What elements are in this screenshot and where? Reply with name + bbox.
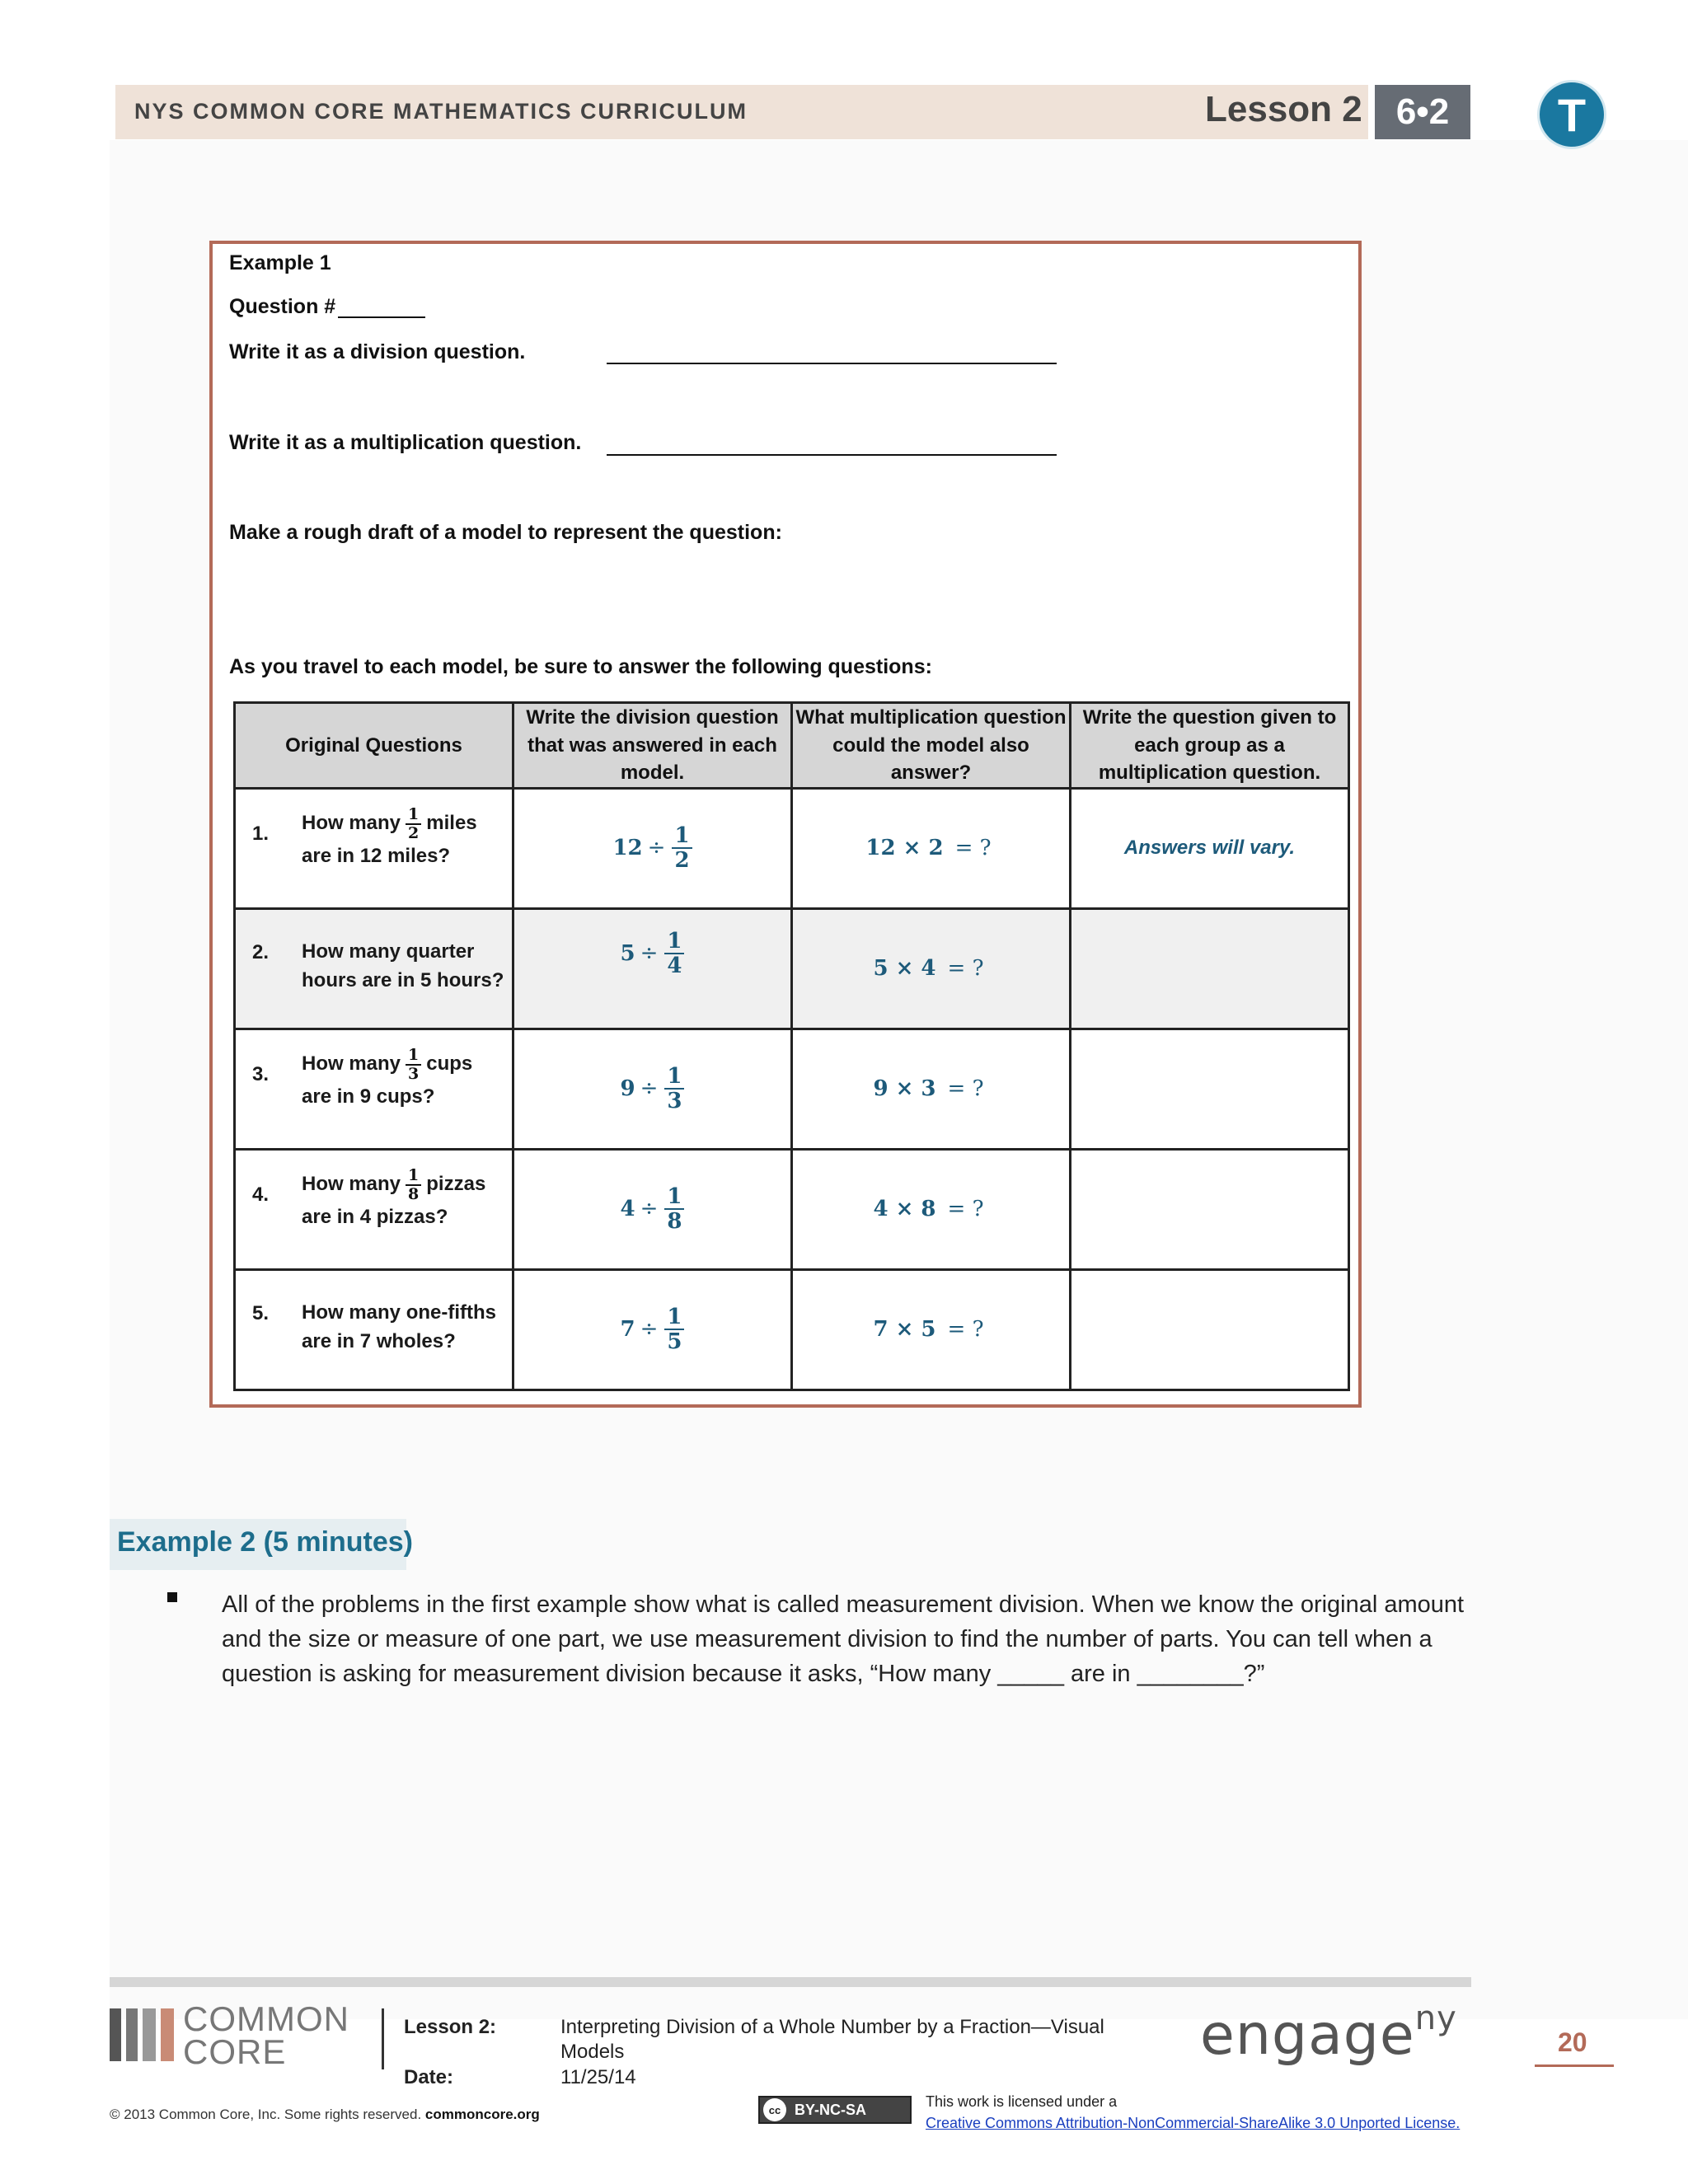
- header-group-question: Write the question given to each group as a multiplication question.: [1071, 703, 1349, 789]
- question-fraction: [406, 1047, 421, 1083]
- footer-lesson-label: Lesson 2:: [404, 2016, 497, 2038]
- curriculum-title: NYS COMMON CORE MATHEMATICS CURRICULUM: [134, 99, 748, 124]
- divisor-fraction: [672, 824, 692, 873]
- creative-commons-icon: cc: [763, 2098, 786, 2121]
- question-number: 1.: [252, 822, 270, 845]
- division-prompt: Write it as a division question.: [229, 340, 526, 363]
- question-text-line2: are in 9 cups?: [302, 1085, 435, 1108]
- question-text-pre: How many: [302, 812, 401, 835]
- question-text-post: pizzas: [426, 1173, 486, 1196]
- copyright-text: © 2013 Common Core, Inc. Some rights reserved.: [110, 2107, 422, 2122]
- footer-divider: [382, 2008, 384, 2069]
- question-fraction: [406, 1167, 421, 1203]
- original-question-cell: [235, 1269, 513, 1390]
- divisor-fraction: [664, 1065, 684, 1113]
- group-question-cell[interactable]: [1071, 1029, 1349, 1149]
- question-text-line1: How many one-fifths: [302, 1301, 497, 1324]
- question-text: [302, 806, 477, 871]
- common-core-name: [183, 1999, 349, 2071]
- answer-note: Answers will vary.: [1123, 837, 1296, 860]
- divide-symbol: ÷: [640, 941, 659, 967]
- question-number-label: Question #: [229, 295, 336, 318]
- example-1-title: Example 1: [229, 251, 331, 274]
- footer-lesson-title-line2: Models: [560, 2041, 625, 2063]
- multiplication-expression: [873, 956, 988, 981]
- divide-symbol: ÷: [640, 1317, 659, 1343]
- division-expression: [621, 930, 685, 978]
- division-answer-blank[interactable]: [607, 363, 1057, 364]
- multiplication-prompt: Write it as a multiplication question.: [229, 431, 582, 454]
- square-bullet-icon: [167, 1592, 177, 1602]
- fraction-numerator: 1: [406, 806, 421, 825]
- travel-prompt: As you travel to each model, be sure to answer the following questions:: [229, 655, 932, 678]
- table-row: [235, 1269, 1349, 1390]
- divide-symbol: ÷: [640, 1197, 659, 1222]
- engage-text: engage: [1200, 2003, 1415, 2068]
- question-text-line2: hours are in 5 hours?: [302, 968, 504, 991]
- multiplication-answer-blank[interactable]: [607, 454, 1057, 456]
- footer-date: 11/25/14: [560, 2066, 636, 2088]
- logo-text-common: COMMON: [183, 1999, 349, 2038]
- group-question-cell[interactable]: [1071, 908, 1349, 1029]
- lesson-label: Lesson 2: [1205, 89, 1362, 129]
- multiplication-expression: [873, 1317, 988, 1342]
- multiplication-product: 12 × 2: [865, 836, 944, 861]
- teacher-icon: T: [1540, 82, 1604, 147]
- fraction-numerator: 1: [406, 1167, 421, 1186]
- division-expression: [612, 824, 692, 873]
- question-text: [302, 1047, 472, 1112]
- question-text: [302, 1167, 485, 1232]
- cc-badge-text: BY-NC-SA: [795, 2101, 867, 2118]
- question-text-line2: are in 7 wholes?: [302, 1329, 456, 1352]
- creative-commons-badge: [758, 2096, 912, 2124]
- question-text-post: cups: [426, 1052, 473, 1076]
- questions-table: [233, 701, 1350, 1391]
- fraction-denominator: 5: [667, 1329, 682, 1355]
- original-question-cell: [235, 788, 513, 908]
- fraction-denominator: 2: [408, 823, 420, 842]
- example-2-title: Example 2 (5 minutes): [117, 1526, 414, 1558]
- division-cell: [513, 788, 792, 908]
- question-text: [302, 1299, 496, 1357]
- header-original-questions: Original Questions: [235, 703, 513, 789]
- multiplication-equals: = ?: [947, 1076, 984, 1102]
- question-text-line2: are in 4 pizzas?: [302, 1205, 448, 1228]
- division-cell: [513, 1029, 792, 1149]
- dividend: 9: [620, 1076, 635, 1102]
- footer-date-label: Date:: [404, 2066, 454, 2088]
- multiplication-expression: [865, 836, 996, 860]
- question-text: [302, 938, 504, 996]
- question-number-blank[interactable]: [338, 316, 425, 318]
- multiplication-product: 9 × 3: [873, 1076, 936, 1102]
- multiplication-equals: = ?: [947, 956, 984, 982]
- license-text: This work is licensed under a: [926, 2093, 1118, 2110]
- original-question-cell: [235, 908, 513, 1029]
- fraction-numerator: 1: [664, 1305, 684, 1331]
- division-expression: [621, 1305, 685, 1354]
- fraction-numerator: 1: [664, 1065, 684, 1090]
- engage-ny-text: ny: [1414, 1999, 1457, 2038]
- fraction-denominator: 3: [667, 1089, 682, 1114]
- multiplication-equals: = ?: [954, 836, 992, 861]
- group-question-cell[interactable]: [1071, 1149, 1349, 1269]
- multiplication-cell: [792, 1149, 1071, 1269]
- multiplication-product: 7 × 5: [873, 1317, 936, 1343]
- question-text-line2: are in 12 miles?: [302, 844, 451, 867]
- question-number: 2.: [252, 940, 270, 963]
- license-link[interactable]: Creative Commons Attribution-NonCommercial-ShareAlike 3.0 Unported License.: [926, 2115, 1461, 2131]
- copyright-notice: [110, 2107, 540, 2123]
- question-number: 4.: [252, 1183, 270, 1206]
- multiplication-equals: = ?: [947, 1197, 984, 1222]
- fraction-denominator: 8: [667, 1209, 682, 1235]
- division-expression: [621, 1065, 685, 1113]
- fraction-numerator: 1: [672, 824, 692, 850]
- header-multiplication-question: What multiplication question could the model also answer?: [792, 703, 1071, 789]
- divide-symbol: ÷: [647, 836, 666, 861]
- table-row: [235, 1149, 1349, 1269]
- module-badge: 6•2: [1375, 85, 1470, 139]
- divisor-fraction: [664, 1305, 684, 1354]
- fraction-numerator: 1: [664, 930, 684, 955]
- dividend: 12: [612, 836, 643, 861]
- question-fraction: [406, 806, 421, 842]
- divisor-fraction: [664, 1185, 684, 1234]
- multiplication-equals: = ?: [947, 1317, 984, 1343]
- common-core-logo: [110, 2008, 176, 2061]
- table-row: [235, 908, 1349, 1029]
- question-text-post: miles: [426, 812, 477, 835]
- division-cell: [513, 1149, 792, 1269]
- header-division-question: Write the division question that was answered in each model.: [513, 703, 792, 789]
- dividend: 4: [620, 1197, 635, 1222]
- question-number: 5.: [252, 1301, 270, 1324]
- divide-symbol: ÷: [640, 1076, 659, 1102]
- footer-rule: [110, 1977, 1471, 1987]
- original-question-cell: [235, 1149, 513, 1269]
- fraction-denominator: 3: [408, 1064, 420, 1083]
- division-expression: [621, 1185, 685, 1234]
- page-number: 20: [1558, 2027, 1587, 2057]
- group-question-cell[interactable]: [1071, 788, 1349, 908]
- multiplication-expression: [873, 1076, 988, 1101]
- copyright-site: commoncore.org: [424, 2107, 540, 2122]
- model-prompt: Make a rough draft of a model to represent the question:: [229, 521, 782, 544]
- fraction-numerator: 1: [406, 1047, 421, 1066]
- fraction-denominator: 2: [674, 848, 690, 874]
- example-2-paragraph: All of the problems in the first example show what is called measurement division. When we know the original amount and the size or measure of one part, we use measurement division to find the number of parts. You can tell when a question is asking for measurement division because it asks, “How many _____ are in ________?”: [222, 1591, 1465, 1687]
- page-number-rule: [1535, 2064, 1614, 2067]
- multiplication-expression: [873, 1197, 988, 1221]
- multiplication-product: 5 × 4: [873, 956, 936, 982]
- multiplication-cell: [792, 788, 1071, 908]
- multiplication-cell: [792, 908, 1071, 1029]
- dividend: 5: [620, 941, 635, 967]
- group-question-cell[interactable]: [1071, 1269, 1349, 1390]
- question-text-pre: How many: [302, 1173, 401, 1196]
- fraction-numerator: 1: [664, 1185, 684, 1211]
- dividend: 7: [620, 1317, 635, 1343]
- logo-text-core: CORE: [183, 2032, 287, 2071]
- engageny-logo: [1200, 1999, 1457, 2068]
- table-header-row: [235, 703, 1349, 789]
- multiplication-cell: [792, 1269, 1071, 1390]
- table-row: [235, 788, 1349, 908]
- division-cell: [513, 1269, 792, 1390]
- multiplication-product: 4 × 8: [873, 1197, 936, 1222]
- divisor-fraction: [664, 930, 684, 978]
- question-text-pre: How many: [302, 1052, 401, 1076]
- original-question-cell: [235, 1029, 513, 1149]
- fraction-denominator: 8: [408, 1184, 420, 1203]
- division-cell: [513, 908, 792, 1029]
- fraction-denominator: 4: [667, 954, 682, 979]
- question-text-line1: How many quarter: [302, 940, 475, 963]
- footer-lesson-title-line1: Interpreting Division of a Whole Number by a Fraction—Visual: [560, 2016, 1104, 2038]
- table-row: [235, 1029, 1349, 1149]
- multiplication-cell: [792, 1029, 1071, 1149]
- question-number: 3.: [252, 1062, 270, 1085]
